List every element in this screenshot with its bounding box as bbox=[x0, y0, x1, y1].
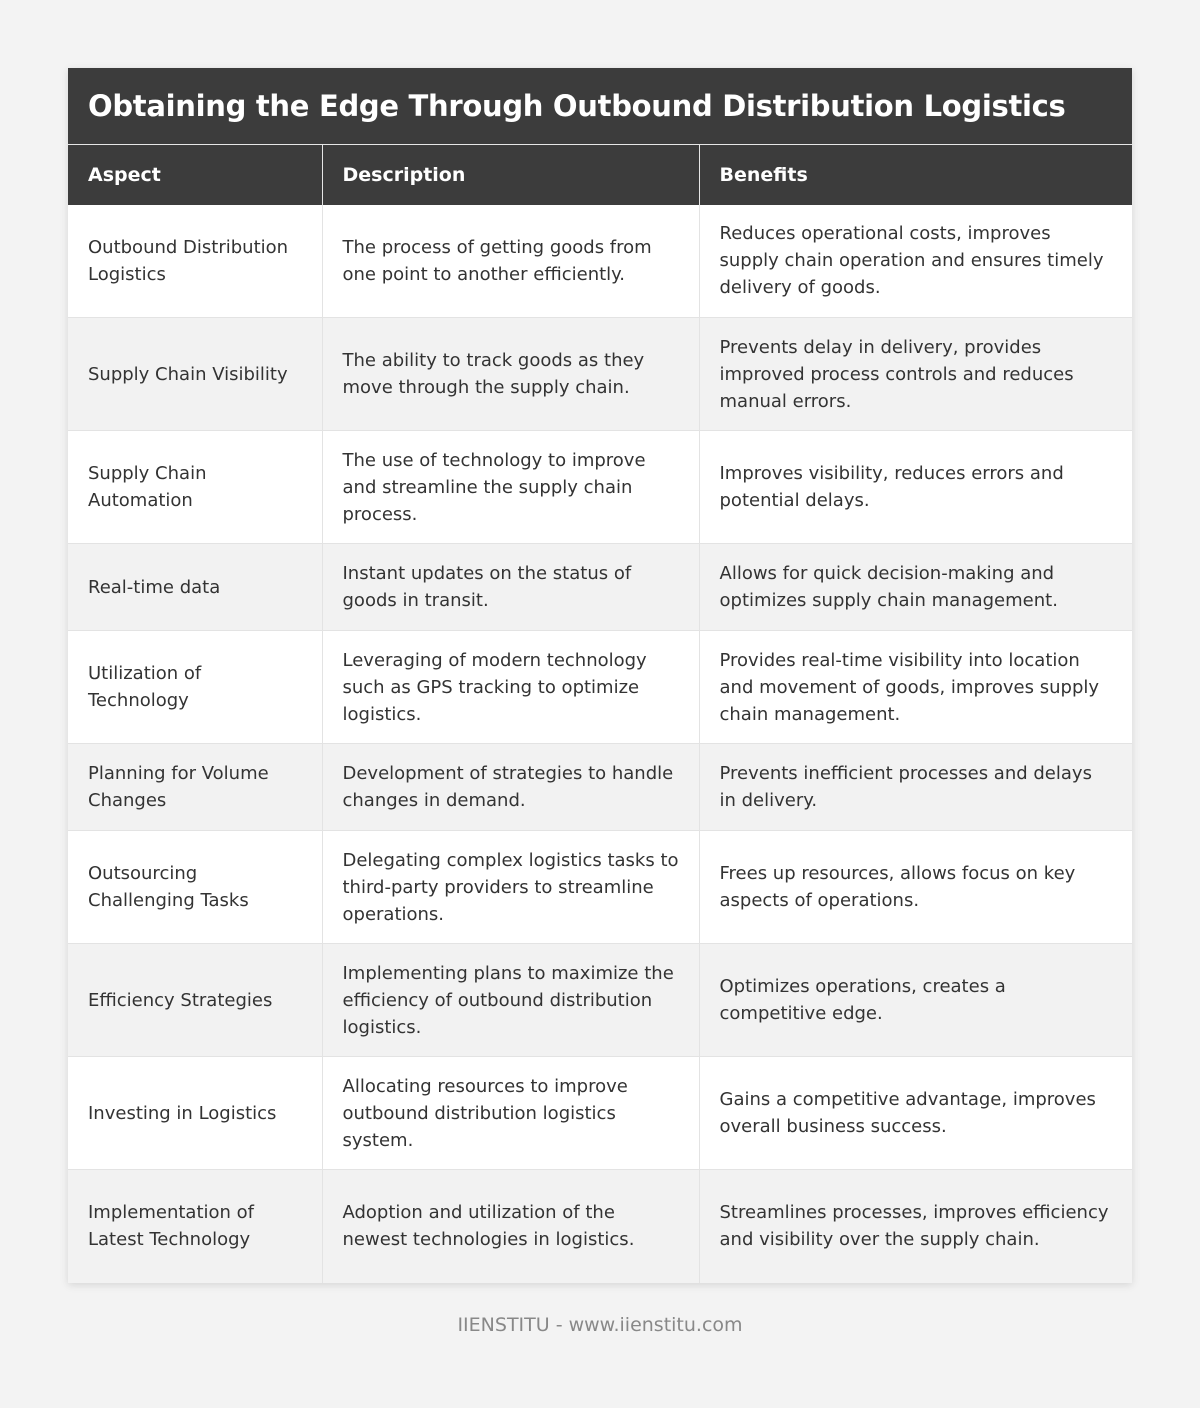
aspect-cell: Investing in Logistics bbox=[68, 1057, 322, 1170]
table-row bbox=[68, 205, 1132, 318]
column-header-description: Description bbox=[322, 145, 699, 205]
benefits-cell: Improves visibility, reduces errors and potential delays. bbox=[699, 431, 1132, 544]
benefits-cell: Allows for quick decision-making and optimizes supply chain management. bbox=[699, 544, 1132, 631]
description-cell: The use of technology to improve and streamline the supply chain process. bbox=[322, 431, 699, 544]
table-row bbox=[68, 631, 1132, 744]
description-cell: Instant updates on the status of goods in transit. bbox=[322, 544, 699, 631]
description-cell: Development of strategies to handle changes in demand. bbox=[322, 744, 699, 831]
table-card bbox=[68, 68, 1132, 1283]
description-cell: Allocating resources to improve outbound distribution logistics system. bbox=[322, 1057, 699, 1170]
benefits-cell: Streamlines processes, improves efficiency and visibility over the supply chain. bbox=[719, 1202, 1109, 1251]
table-body bbox=[68, 205, 1132, 1283]
table-row bbox=[68, 744, 1132, 831]
benefits-cell: Reduces operational costs, improves supply chain operation and ensures timely delivery of goods. bbox=[699, 205, 1132, 318]
aspect-cell: Implementation of Latest Technology bbox=[68, 1170, 322, 1283]
benefits-cell: Prevents delay in delivery, provides improved process controls and reduces manual errors. bbox=[699, 318, 1132, 431]
column-header-aspect: Aspect bbox=[68, 145, 322, 205]
table-row bbox=[68, 431, 1132, 544]
aspect-cell: Utilization of Technology bbox=[68, 631, 322, 744]
table-row bbox=[68, 831, 1132, 944]
table-header bbox=[68, 145, 1132, 205]
aspect-cell: Supply Chain Automation bbox=[68, 431, 322, 544]
aspect-cell: Real-time data bbox=[68, 544, 322, 631]
description-cell: Adoption and utilization of the newest technologies in logistics. bbox=[322, 1170, 699, 1283]
table-row bbox=[68, 544, 1132, 631]
benefits-cell: Prevents inefficient processes and delays in delivery. bbox=[699, 744, 1132, 831]
table-row bbox=[68, 944, 1132, 1057]
table-row bbox=[68, 1170, 1132, 1283]
title-bar bbox=[68, 68, 1132, 144]
aspect-cell: Supply Chain Visibility bbox=[68, 318, 322, 431]
description-cell: Delegating complex logistics tasks to third-party providers to streamline operations. bbox=[322, 831, 699, 944]
data-table bbox=[68, 144, 1132, 1283]
benefits-cell: Optimizes operations, creates a competitive edge. bbox=[699, 944, 1132, 1057]
benefits-cell: Frees up resources, allows focus on key aspects of operations. bbox=[699, 831, 1132, 944]
benefits-cell: Provides real-time visibility into location and movement of goods, improves supply chain management. bbox=[699, 631, 1132, 744]
description-cell: The ability to track goods as they move through the supply chain. bbox=[322, 318, 699, 431]
aspect-cell: Efficiency Strategies bbox=[68, 944, 322, 1057]
table-row bbox=[68, 318, 1132, 431]
column-header-benefits: Benefits bbox=[699, 145, 1132, 205]
footer-credit: IIENSTITU - www.iienstitu.com bbox=[457, 1314, 743, 1336]
table-row bbox=[68, 1057, 1132, 1170]
description-cell: Implementing plans to maximize the efficiency of outbound distribution logistics. bbox=[322, 944, 699, 1057]
page-title: Obtaining the Edge Through Outbound Distribution Logistics bbox=[88, 89, 1066, 123]
header-row bbox=[68, 145, 1132, 205]
benefits-cell: Gains a competitive advantage, improves overall business success. bbox=[699, 1057, 1132, 1170]
description-cell: Leveraging of modern technology such as GPS tracking to optimize logistics. bbox=[322, 631, 699, 744]
aspect-cell: Planning for Volume Changes bbox=[68, 744, 322, 831]
aspect-cell: Outbound Distribution Logistics bbox=[68, 205, 322, 318]
aspect-cell: Outsourcing Challenging Tasks bbox=[68, 831, 322, 944]
description-cell: The process of getting goods from one point to another efficiently. bbox=[322, 205, 699, 318]
